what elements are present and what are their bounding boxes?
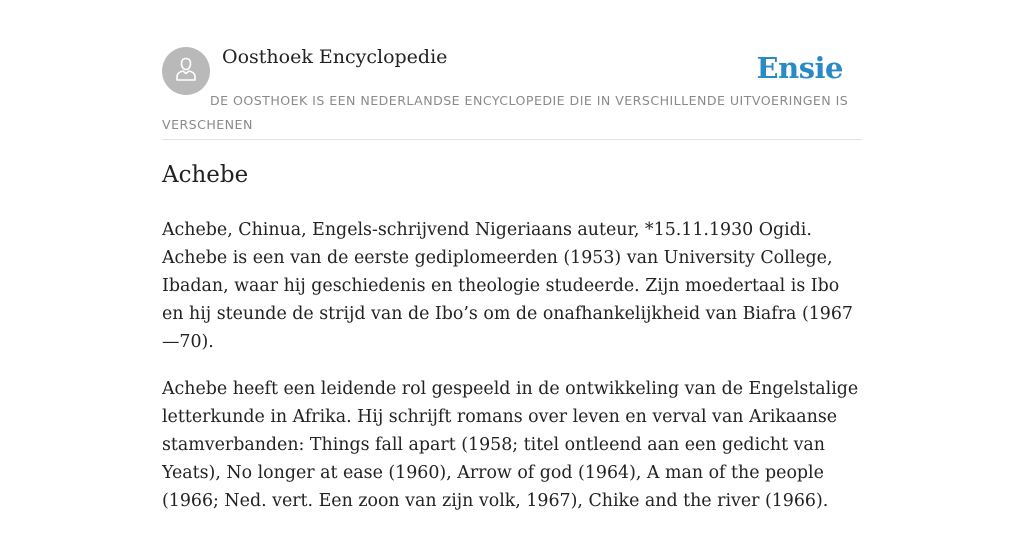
- avatar[interactable]: [162, 47, 210, 95]
- author-description: DE OOSTHOEK IS EEN NEDERLANDSE ENCYCLOPEDIE DIE IN VERSCHILLENDE UITVOERINGEN IS VERSCHENEN: [162, 93, 849, 132]
- article-paragraph: Achebe heeft een leidende rol gespeeld in de ontwikkeling van de Engelstalige letterkunde in Afrika. Hij schrijft romans over leven en verval van Arikaanse stamverbanden: Things fall apart (1958; titel ontleend aan een gedicht van Yeats), No longer at ease (1960), Arrow of god (1964), A man of the people (1966; Ned. vert. Een zoon van zijn volk, 1967), Chike and the river (1966).: [162, 379, 859, 511]
- article-body: [162, 216, 862, 534]
- page-container: [162, 0, 862, 511]
- user-icon: [171, 54, 201, 88]
- author-name[interactable]: Oosthoek Encyclopedie: [222, 46, 448, 68]
- article-title: Achebe: [162, 162, 249, 188]
- page-header: [162, 0, 862, 140]
- brand-logo[interactable]: Ensie: [756, 51, 843, 85]
- article-paragraph: Achebe, Chinua, Engels-schrijvend Nigeriaans auteur, *15.11.1930 Ogidi. Achebe is een van de eerste gediplomeerden (1953) van University College, Ibadan, waar hij geschiedenis en theologie studeerde. Zijn moedertaal is Ibo en hij steunde de strijd van de Ibo’s om de onafhankelijkheid van Biafra (1967—70).: [162, 220, 853, 352]
